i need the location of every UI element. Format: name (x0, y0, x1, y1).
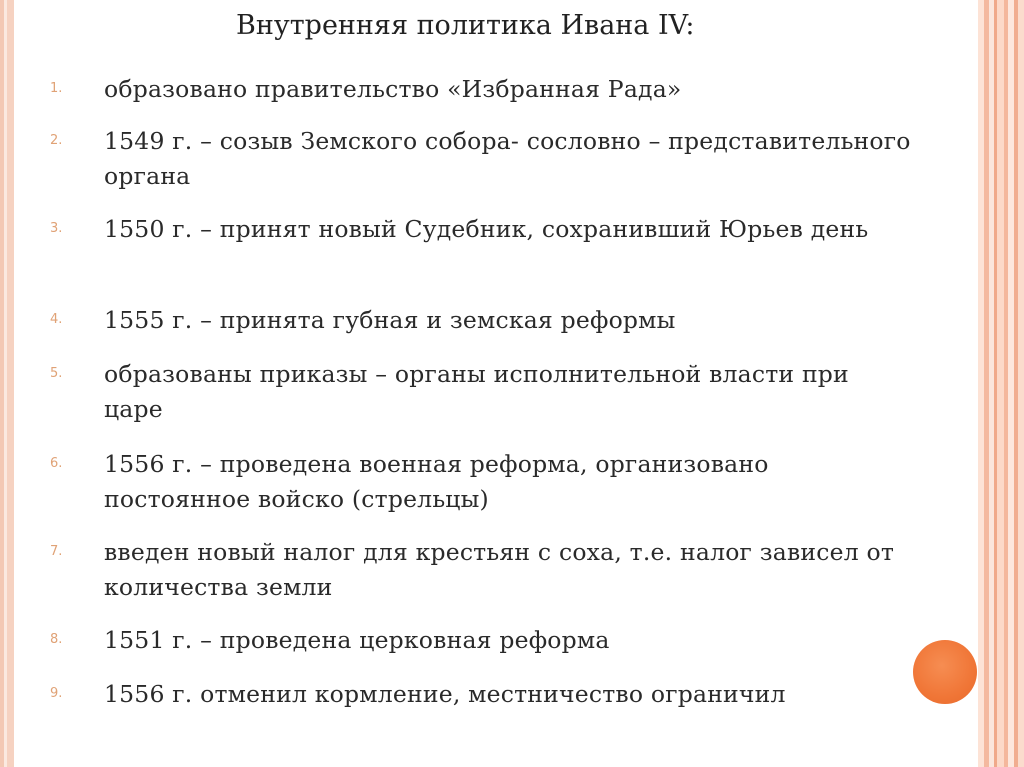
list-item-text: 1550 г. – принят новый Судебник, сохранивший Юрьев день (104, 215, 869, 243)
list-item-number: 6. (50, 456, 63, 471)
list-item-number: 9. (50, 686, 63, 701)
left-decorative-border (0, 0, 14, 767)
list-item-number: 7. (50, 544, 63, 559)
list-item-text: 1556 г. – проведена военная реформа, организовано постоянное войско (стрельцы) (104, 450, 769, 513)
list-item-number: 5. (50, 366, 63, 381)
list-item-text: 1551 г. – проведена церковная реформа (104, 626, 610, 654)
list-item-number: 3. (50, 221, 63, 236)
decorative-orange-circle (913, 640, 977, 704)
list-item-text: образовано правительство «Избранная Рада» (104, 75, 682, 103)
list-item-number: 1. (50, 81, 63, 96)
list-item-text: образованы приказы – органы исполнительной власти при царе (104, 360, 849, 423)
list-item-number: 4. (50, 312, 63, 327)
list-item-number: 8. (50, 632, 63, 647)
slide-title: Внутренняя политика Ивана IV: (236, 10, 695, 41)
list-item-text: 1549 г. – созыв Земского собора- сословно – представительного органа (104, 127, 911, 190)
right-decorative-border (978, 0, 1024, 767)
list-item-text: введен новый налог для крестьян с соха, т.е. налог зависел от количества земли (104, 538, 895, 601)
list-item-text: 1555 г. – принята губная и земская реформы (104, 306, 676, 334)
list-item-text: 1556 г. отменил кормление, местничество ограничил (104, 680, 786, 708)
list-item-number: 2. (50, 133, 63, 148)
